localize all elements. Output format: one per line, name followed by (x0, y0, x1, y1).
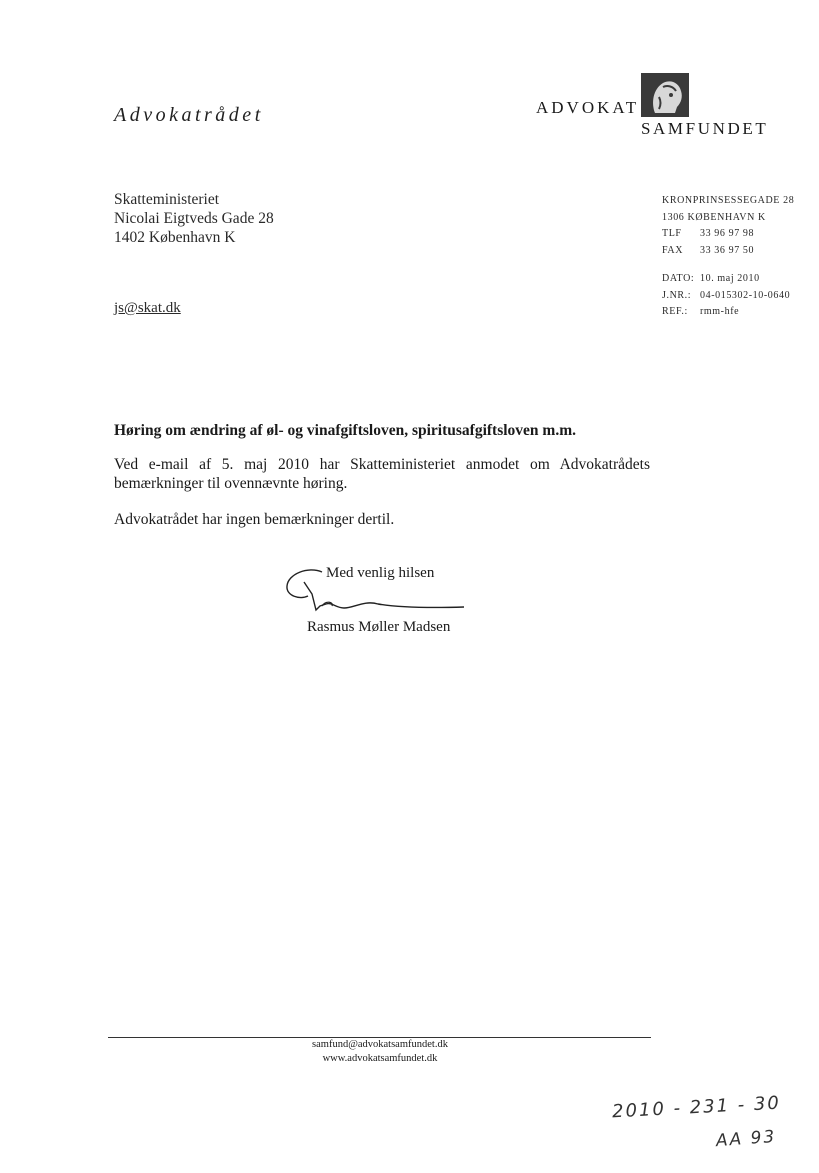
contact-phone (662, 228, 794, 245)
footer-email: samfund@advokatsamfundet.dk (312, 1039, 448, 1050)
footer-divider (108, 1037, 651, 1038)
body-paragraph-2: Advokatrådet har ingen bemærkninger dertil. (114, 511, 395, 528)
recipient-city: 1402 København K (114, 229, 236, 246)
closing-phrase: Med venlig hilsen (326, 565, 435, 581)
contact-street: KRONPRINSESSEGADE 28 (662, 195, 795, 206)
reference-label: REF.: (662, 306, 688, 317)
reference (662, 306, 794, 323)
phone-label: TLF (662, 228, 682, 239)
phone-value: 33 96 97 98 (700, 228, 755, 239)
journal-number (662, 290, 794, 307)
recipient-address (114, 190, 274, 247)
body-paragraph-1: Ved e-mail af 5. maj 2010 har Skatteministeriet anmodet om Advokatrådets bemærkninger til ovennævnte høring. (114, 456, 650, 492)
recipient-email-link[interactable]: js@skat.dk (114, 300, 181, 316)
handwritten-code: AA 93 (715, 1126, 777, 1152)
date-label: DATO: (662, 273, 695, 284)
letter-subject: Høring om ændring af øl- og vinafgiftsloven, spiritusafgiftsloven m.m. (114, 422, 576, 439)
contact-fax (662, 245, 794, 262)
fax-value: 33 36 97 50 (700, 244, 755, 256)
journal-label: J.NR.: (662, 289, 692, 301)
fax-label: FAX (662, 244, 684, 256)
handwritten-case-number: 2010 - 231 - 30 (611, 1092, 782, 1123)
reference-value: rmm-hfe (700, 306, 740, 317)
logo-wordmark-samfundet: SAMFUNDET (641, 119, 769, 138)
recipient-street: Nicolai Eigtveds Gade 28 (114, 210, 274, 227)
sender-contact-block (662, 195, 794, 323)
journal-value: 04-015302-10-0640 (700, 289, 791, 301)
signer-name: Rasmus Møller Madsen (307, 619, 451, 635)
sender-name: Advokatrådet (114, 104, 264, 126)
date-value: 10. maj 2010 (700, 273, 760, 284)
helmeted-head-emblem-icon (641, 73, 689, 117)
logo-wordmark-advokat: ADVOKAT (536, 98, 640, 117)
letter-date (662, 273, 794, 290)
recipient-name: Skatteministeriet (114, 191, 220, 208)
contact-city: 1306 KØBENHAVN K (662, 211, 766, 223)
footer-website: www.advokatsamfundet.dk (322, 1053, 438, 1064)
